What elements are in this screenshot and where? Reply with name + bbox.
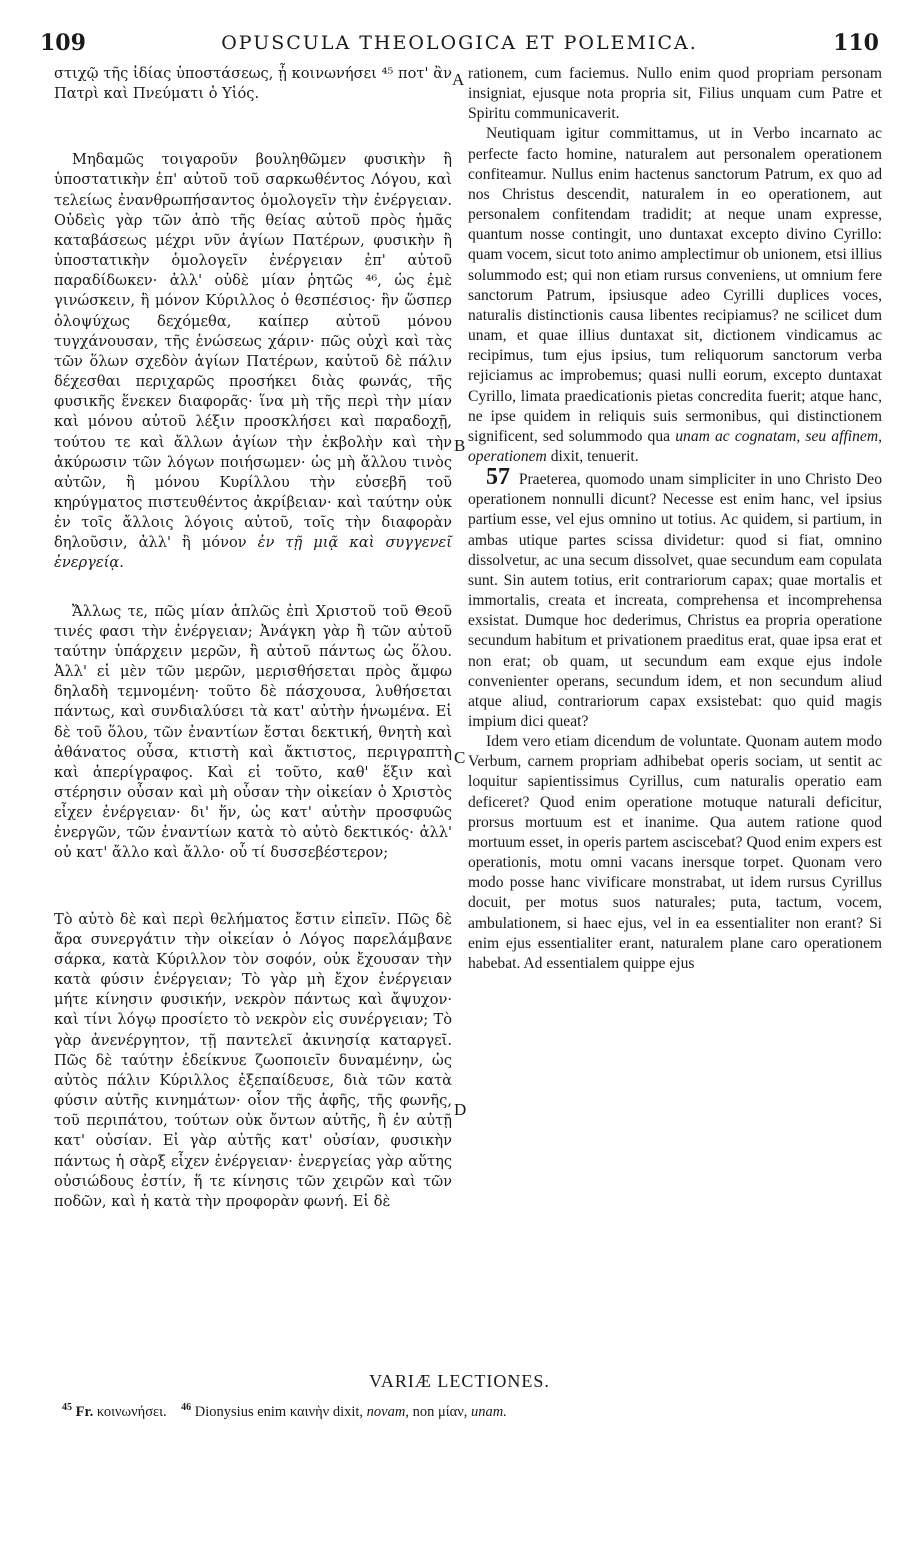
footnote-46-mid: non μίαν, <box>412 1403 468 1420</box>
latin-paragraph-2-text: Praeterea, quomodo unam simpliciter in uno Christo Deo operationem nonnulli dicunt? Necesse est enim hanc, vel ipsius partium esse, vel ejus omnino ut totius. Ac quidem, si partium, in ambas utique partes scissa dividetur: quod si fiat, omnino dissolvetur, ac una secum dissolvet, quae secundum eam copulata sunt. Sin autem totius, erit contrariorum capax; quae mortalis et immortalis, creata et increata, comprehensa et incomprehensa exsistat. Dumque hoc dederimus, Christus ea propria operatione secundum habitum et privationem praeditus erat, quae ipsa erat et non erat; ob quam, ut secundum eam exque ejus indole convenienter operans, secundum idem, et non secundum aliud atque aliud, contrariorum capax exsistebat: quo quid magis impium dici queat? <box>468 471 882 730</box>
footnotes <box>62 1402 879 1421</box>
footnote-45-fr: Fr. <box>75 1403 94 1420</box>
greek-paragraph-2: Ἄλλως τε, πῶς μίαν ἁπλῶς ἐπὶ Χριστοῦ τοῦ Θεοῦ τινές φασι τὴν ἐνέργειαν; Ἀνάγκη γὰρ ἢ τῶν αὐτοῦ ταύτην ὑπάρχειν μερῶν, ἢ αὐτοῦ πάντως ὡς ὅλου. Ἀλλ' εἰ μὲν τῶν μερῶν, μερισθήσεται πρὸς ἄμφω δηλαδὴ τεμνομένη· τοῦτο δὲ πάσχουσα, λυθήσεται πάντως, καὶ συνδιαλύσει τὰ κατ' αὐτὴν ἡνωμένα. Εἰ δὲ τοῦ ὅλου, τῶν ἐναντίων ἔσται δεκτική, θνητὴ καὶ ἀθάνατος οὖσα, κτιστὴ καὶ ἄκτιστος, περιγραπτὴ καὶ ἀπερίγραφος. Καὶ εἰ τοῦτο, καθ' ἕξιν καὶ στέρησιν οὖσαν καὶ μὴ οὖσαν τὴν οἰκείαν ὁ Χριστὸς εἶχεν ἐνέργειαν· δι' ἥν, ὡς κατ' αὐτὴν προσφυῶς ἐνεργῶν, τῶν ἐναντίων κατὰ τὸ αὐτὸ δεκτικός· ἀλλ' οὐ κατ' ἄλλο καὶ ἄλλο· οὗ τί δυσσεβέστερον; <box>54 602 452 862</box>
latin-paragraph-1 <box>468 124 882 467</box>
greek-paragraph-1 <box>54 150 452 573</box>
margin-letter-a: A <box>452 70 465 89</box>
margin-letter-b: B <box>454 436 466 455</box>
running-title: OPUSCULA THEOLOGICA ET POLEMICA. <box>221 32 698 54</box>
page-number-left: 109 <box>40 30 86 56</box>
variae-lectiones-title: VARIÆ LECTIONES. <box>369 1371 550 1391</box>
section-number: 57 <box>486 464 510 491</box>
greek-column <box>54 64 452 1212</box>
footnote-46-italic-1: novam, <box>366 1403 409 1420</box>
page-number-right: 110 <box>833 30 879 56</box>
greek-paragraph-1-italic: ἐν τῇ μιᾷ καὶ συγγενεῖ ἐνεργείᾳ. <box>54 534 452 572</box>
margin-letter-c: C <box>454 748 466 767</box>
margin-letter-d: D <box>454 1100 467 1119</box>
footnote-46-marker: 46 <box>181 1402 192 1413</box>
paragraph-gap <box>54 864 452 910</box>
latin-paragraph-1-end: dixit, tenuerit. <box>550 447 639 465</box>
footnote-45-text: κοινωνήσει. <box>96 1403 167 1420</box>
latin-paragraph-3: Idem vero etiam dicendum de voluntate. Quonam autem modo Verbum, carnem propriam adhibebat operis sociam, ut sentit ac loquitur sapientissimus Cyrillus, cum naturalis operatio eam deficeret? Quod enim operatione motuque naturali deficitur, prorsus mortuum est et inanime. Qua autem ratione quod mortuum esset, in operis partem asciscebat? Quod enim expers est operationis, motu omni vacans inersque torpet. Quonam vero modo posse hanc vivificare monstrabat, ut idem rursus Cyrillus docuit, per motus suos naturales; puta, tactum, vocem, ambulationem, si haec ejus, vel in ea essentialiter non erant? Si enim ejus essentialiter erant, naturalem plane caro operationem habebat. Ad essentialem quippe ejus <box>468 733 882 972</box>
latin-paragraph-2 <box>468 464 882 732</box>
page-header <box>40 30 879 60</box>
paragraph-gap <box>54 574 452 602</box>
paragraph-gap <box>54 104 452 150</box>
latin-paragraph-0: rationem, cum faciemus. Nullo enim quod propriam personam insigniat, ejusque nota propria sit, Filius unquam cum Patre et Spiritu communicaverit. <box>468 65 882 123</box>
latin-paragraph-1-italic: unam ac cognatam, seu affinem, operationem <box>468 427 882 465</box>
footnote-46-text: Dionysius enim καινὴν dixit, <box>194 1403 364 1420</box>
latin-paragraph-1-text: Neutiquam igitur committamus, ut in Verbo incarnato ac perfecte facto homine, naturalem aut personalem operationem confiteamur. Nullus enim hactenus sanctorum Patrum, ex quo ad nos Christus descendit, naturalem in eo operationem, aut personalem confitendam tradidit; at neque unam expresse, quantum nosse contingit, uno duntaxat excepto divino Cyrillo: quam vocem, sicut toto animo amplectimur ob unionem, etsi illius solummodo est; qui non etiam rursus conveniens, ut omnium fere sanctorum Patrum, ipsiusque adeo Cyrilli duplices voces, naturalis distinctionis causa libentes recipiamus? ne scilicet dum unam, et quae illius duntaxat sit, dictionem vindicamus ac recipimus, tum ejus ipsius, tum reliquorum sanctorum verba rejiciamus ac improbemus; quasi nulli eorum, excepto duntaxat Cyrillo, limata praedicationis pietas concredita fuerit; atque hanc, ne ipse quidem in reliquis suis sermonibus, qui distinctionem significent, sed solummodo qua <box>468 125 882 445</box>
footnote-46-italic-2: unam. <box>471 1403 507 1420</box>
greek-paragraph-3: Τὸ αὐτὸ δὲ καὶ περὶ θελήματος ἔστιν εἰπεῖν. Πῶς δὲ ἄρα συνεργάτιν τὴν οἰκείαν ὁ Λόγος παρελάμβανε σάρκα, κατὰ Κύριλλον τὸν σοφόν, οὐκ ἔχουσαν τὴν κατὰ φύσιν ἐνέργειαν; Τὸ γὰρ μὴ ἔχον ἐνέργειαν μήτε κίνησιν φυσικήν, νεκρὸν πάντως καὶ ἄψυχον· καὶ τίνι λόγῳ προσίετο τὸ νεκρὸν εἰς συνέργειαν; Τὸ γὰρ ἀνενέργητον, τῇ παντελεῖ ἀκινησίᾳ καταργεῖ. Πῶς δὲ ταύτην ἐδείκνυε ζωοποιεῖν δυναμένην, ὡς αὐτὸς πάλιν Κύριλλος ἐξεπαίδευσε, διὰ τῶν κατὰ φύσιν αὐτῆς κινημάτων· οἷον τῆς ἁφῆς, τῆς φωνῆς, τοῦ περιπάτου, τούτων οὐκ ὄντων αὐτῆς, ἢ ἐν αὐτῇ κατ' οὐσίαν. Εἰ γὰρ αὐτῆς κατ' οὐσίαν, φυσικὴν πάντως ἡ σὰρξ εἶχεν ἐνέργειαν· ἐνεργείας γὰρ αὕτης οὐσιώδους ἐστίν, ἥ τε κίνησις τῶν χειρῶν καὶ τῶν ποδῶν, καὶ ἡ κατὰ τὴν προφορὰν φωνή. Εἰ δὲ <box>54 910 452 1210</box>
greek-paragraph-0: στιχῷ τῆς ἰδίας ὑποστάσεως, ᾗ κοινωνήσει ⁴⁵ ποτ' ἂν Πατρὶ καὶ Πνεύματι ὁ Υἱός. <box>54 65 452 103</box>
greek-paragraph-1-text: Μηδαμῶς τοιγαροῦν βουληθῶμεν φυσικὴν ἢ ὑποστατικὴν ἐπ' αὐτοῦ τοῦ σαρκωθέντος Λόγου, καὶ τελείως ἐνανθρωπήσαντος ὁμολογεῖν τὴν ἐνέργειαν. Οὐδεὶς γὰρ τῶν ἀπὸ τῆς θείας αὐτοῦ πρὸς ἡμᾶς καταβάσεως μέχρι νῦν ἁγίων Πατέρων, φυσικὴν ἢ ὑποστατικὴν ὁμολογεῖν ἐνέργειαν ἐπ' αὐτοῦ παραδίδωκεν· ἀλλ' οὐδὲ μίαν ῥητῶς ⁴⁶, ὡς ἐμὲ γινώσκειν, ἢ μόνον Κύριλλος ὁ θεσπέσιος· ἣν ὥσπερ ὁλοψύχως δεχόμεθα, καίπερ αὐτοῦ μόνου τυγχάνουσαν, τῆς ἑνώσεως χάριν· πῶς οὐχὶ καὶ τὰς τῶν ὅλων σχεδὸν ἁγίων Πατέρων, καὐτοῦ δὲ πάλιν δέχεσθαι περιχαρῶς προσήκει διὰς φωνάς, τῆς φυσικῆς ἕνεκεν διαφορᾶς· ἵνα μὴ τῆς περὶ τὴν μίαν καὶ μόνου αὐτοῦ λέξιν προσκλήσει καὶ παραδοχῇ, τούτου τε καὶ ἄλλων ἁγίων τὴν ἐκβολὴν καὶ τὴν ἀκύρωσιν τῶν λόγων ποιήσωμεν· ὡς μὴ ἄλλου τινὸς αὐτῶν, ἢ μόνου Κυρίλλου τὴν εὐσεβῆ τοῦ κηρύγματος πιστευθέντος ἀκρίβειαν· καὶ ταύτην οὐκ ἐν τοῖς ἄλλοις λόγοις αὐτοῦ, τοῖς τὴν διαφορὰν δηλοῦσιν, ἀλλ' ἢ μόνον <box>54 151 452 552</box>
latin-column <box>468 64 882 974</box>
footnote-45-marker: 45 <box>62 1402 72 1413</box>
